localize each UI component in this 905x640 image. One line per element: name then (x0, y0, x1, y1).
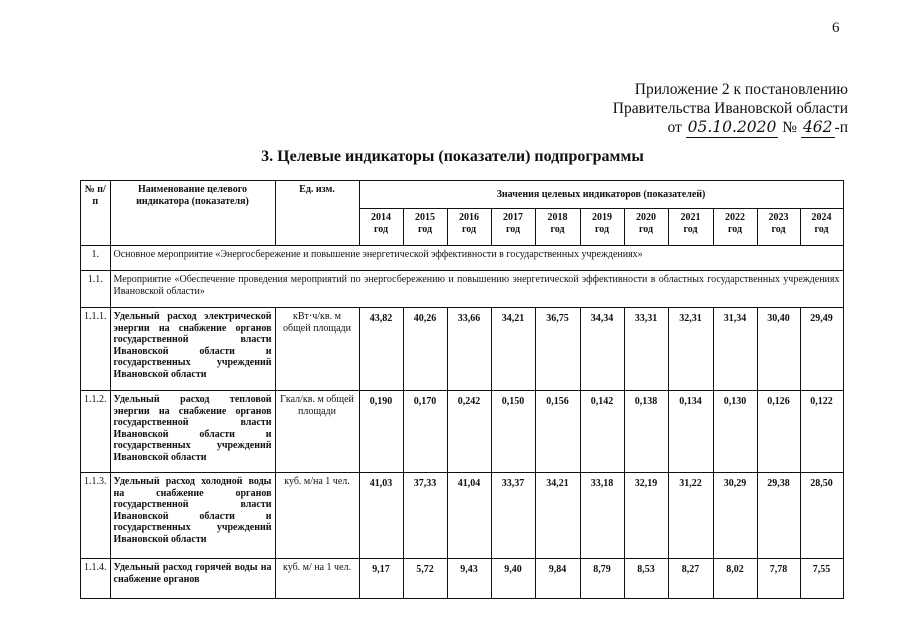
section-row (81, 271, 844, 308)
value-cell: 0,150 (491, 391, 535, 473)
appendix-line2: Правительства Ивановской области (612, 100, 848, 117)
row-num: 1.1.2. (81, 391, 111, 473)
year-header: 2018 год (535, 209, 580, 246)
year-header: 2023 год (757, 209, 800, 246)
value-cell: 8,79 (580, 559, 624, 599)
row-num: 1.1.1. (81, 308, 111, 391)
date-prefix: от (667, 119, 682, 136)
value-cell: 33,31 (624, 308, 668, 391)
section-text: Основное мероприятие «Энергосбережение и повышение энергетической эффективности в государственных учреждениях» (110, 246, 843, 271)
value-cell: 30,40 (757, 308, 800, 391)
value-cell: 0,134 (668, 391, 713, 473)
value-cell: 0,122 (800, 391, 843, 473)
value-cell: 8,53 (624, 559, 668, 599)
value-cell: 9,43 (447, 559, 491, 599)
year-header: 2024 год (800, 209, 843, 246)
value-cell: 0,170 (403, 391, 447, 473)
value-cell: 30,29 (713, 473, 757, 559)
value-cell: 36,75 (535, 308, 580, 391)
year-header: 2015 год (403, 209, 447, 246)
value-cell: 8,02 (713, 559, 757, 599)
indicator-name: Удельный расход холодной воды на снабжение органов государственной власти Ивановской области и государственных учреждений Ивановской области (110, 473, 275, 559)
appendix-line1: Приложение 2 к постановлению (634, 81, 848, 98)
handwritten-date: 05.10.2020 (687, 118, 777, 136)
appendix-date-line (613, 118, 848, 138)
value-cell: 0,138 (624, 391, 668, 473)
value-cell: 32,31 (668, 308, 713, 391)
value-cell: 9,17 (359, 559, 403, 599)
appendix-header (613, 80, 848, 138)
value-cell: 7,55 (800, 559, 843, 599)
section-row (81, 246, 844, 271)
indicator-name: Удельный расход тепловой энергии на снабжение органов государственной власти Ивановской области и государственных учреждений Ивановской области (110, 391, 275, 473)
year-header: 2020 год (624, 209, 668, 246)
unit: куб. м/на 1 чел. (275, 473, 359, 559)
value-cell: 29,38 (757, 473, 800, 559)
value-cell: 31,34 (713, 308, 757, 391)
year-header: 2016 год (447, 209, 491, 246)
value-cell: 0,190 (359, 391, 403, 473)
year-header: 2017 год (491, 209, 535, 246)
table-row (81, 473, 844, 559)
indicator-name: Удельный расход электрической энергии на снабжение органов государственной власти Ивановской области и государственных учреждений Ивановской области (110, 308, 275, 391)
unit: куб. м/ на 1 чел. (275, 559, 359, 599)
year-header: 2014 год (359, 209, 403, 246)
value-cell: 34,21 (535, 473, 580, 559)
value-cell: 0,242 (447, 391, 491, 473)
value-cell: 7,78 (757, 559, 800, 599)
table-row (81, 308, 844, 391)
number-prefix: № (782, 119, 798, 136)
value-cell: 33,18 (580, 473, 624, 559)
value-cell: 9,40 (491, 559, 535, 599)
section-num: 1.1. (81, 271, 111, 308)
value-cell: 29,49 (800, 308, 843, 391)
value-cell: 43,82 (359, 308, 403, 391)
value-cell: 31,22 (668, 473, 713, 559)
value-cell: 40,26 (403, 308, 447, 391)
value-cell: 28,50 (800, 473, 843, 559)
value-cell: 0,130 (713, 391, 757, 473)
unit: Гкал/кв. м общей площади (275, 391, 359, 473)
page-number: 6 (832, 20, 840, 36)
value-cell: 0,156 (535, 391, 580, 473)
row-num: 1.1.3. (81, 473, 111, 559)
value-cell: 37,33 (403, 473, 447, 559)
value-cell: 0,126 (757, 391, 800, 473)
table-row (81, 559, 844, 599)
header-unit: Ед. изм. (275, 181, 359, 246)
year-header: 2019 год (580, 209, 624, 246)
year-header: 2022 год (713, 209, 757, 246)
row-num: 1.1.4. (81, 559, 111, 599)
section-num: 1. (81, 246, 111, 271)
indicator-name: Удельный расход горячей воды на снабжение органов (110, 559, 275, 599)
value-cell: 0,142 (580, 391, 624, 473)
unit: кВт·ч/кв. м общей площади (275, 308, 359, 391)
value-cell: 33,37 (491, 473, 535, 559)
value-cell: 9,84 (535, 559, 580, 599)
section-text: Мероприятие «Обеспечение проведения мероприятий по энергосбережению и повышению энергетической эффективности в областных государственных учреждениях Ивановской области» (110, 271, 843, 308)
header-name: Наименование целевого индикатора (показателя) (110, 181, 275, 246)
handwritten-number: 462 (802, 118, 833, 136)
value-cell: 5,72 (403, 559, 447, 599)
document-title: 3. Целевые индикаторы (показатели) подпрограммы (261, 148, 644, 165)
header-values: Значения целевых индикаторов (показателей) (359, 181, 843, 209)
indicators-table (80, 180, 844, 599)
header-num: № п/п (81, 181, 111, 246)
value-cell: 41,04 (447, 473, 491, 559)
table-row (81, 391, 844, 473)
year-header: 2021 год (668, 209, 713, 246)
value-cell: 34,34 (580, 308, 624, 391)
number-suffix: -п (834, 119, 848, 136)
value-cell: 41,03 (359, 473, 403, 559)
value-cell: 34,21 (491, 308, 535, 391)
value-cell: 32,19 (624, 473, 668, 559)
value-cell: 33,66 (447, 308, 491, 391)
value-cell: 8,27 (668, 559, 713, 599)
